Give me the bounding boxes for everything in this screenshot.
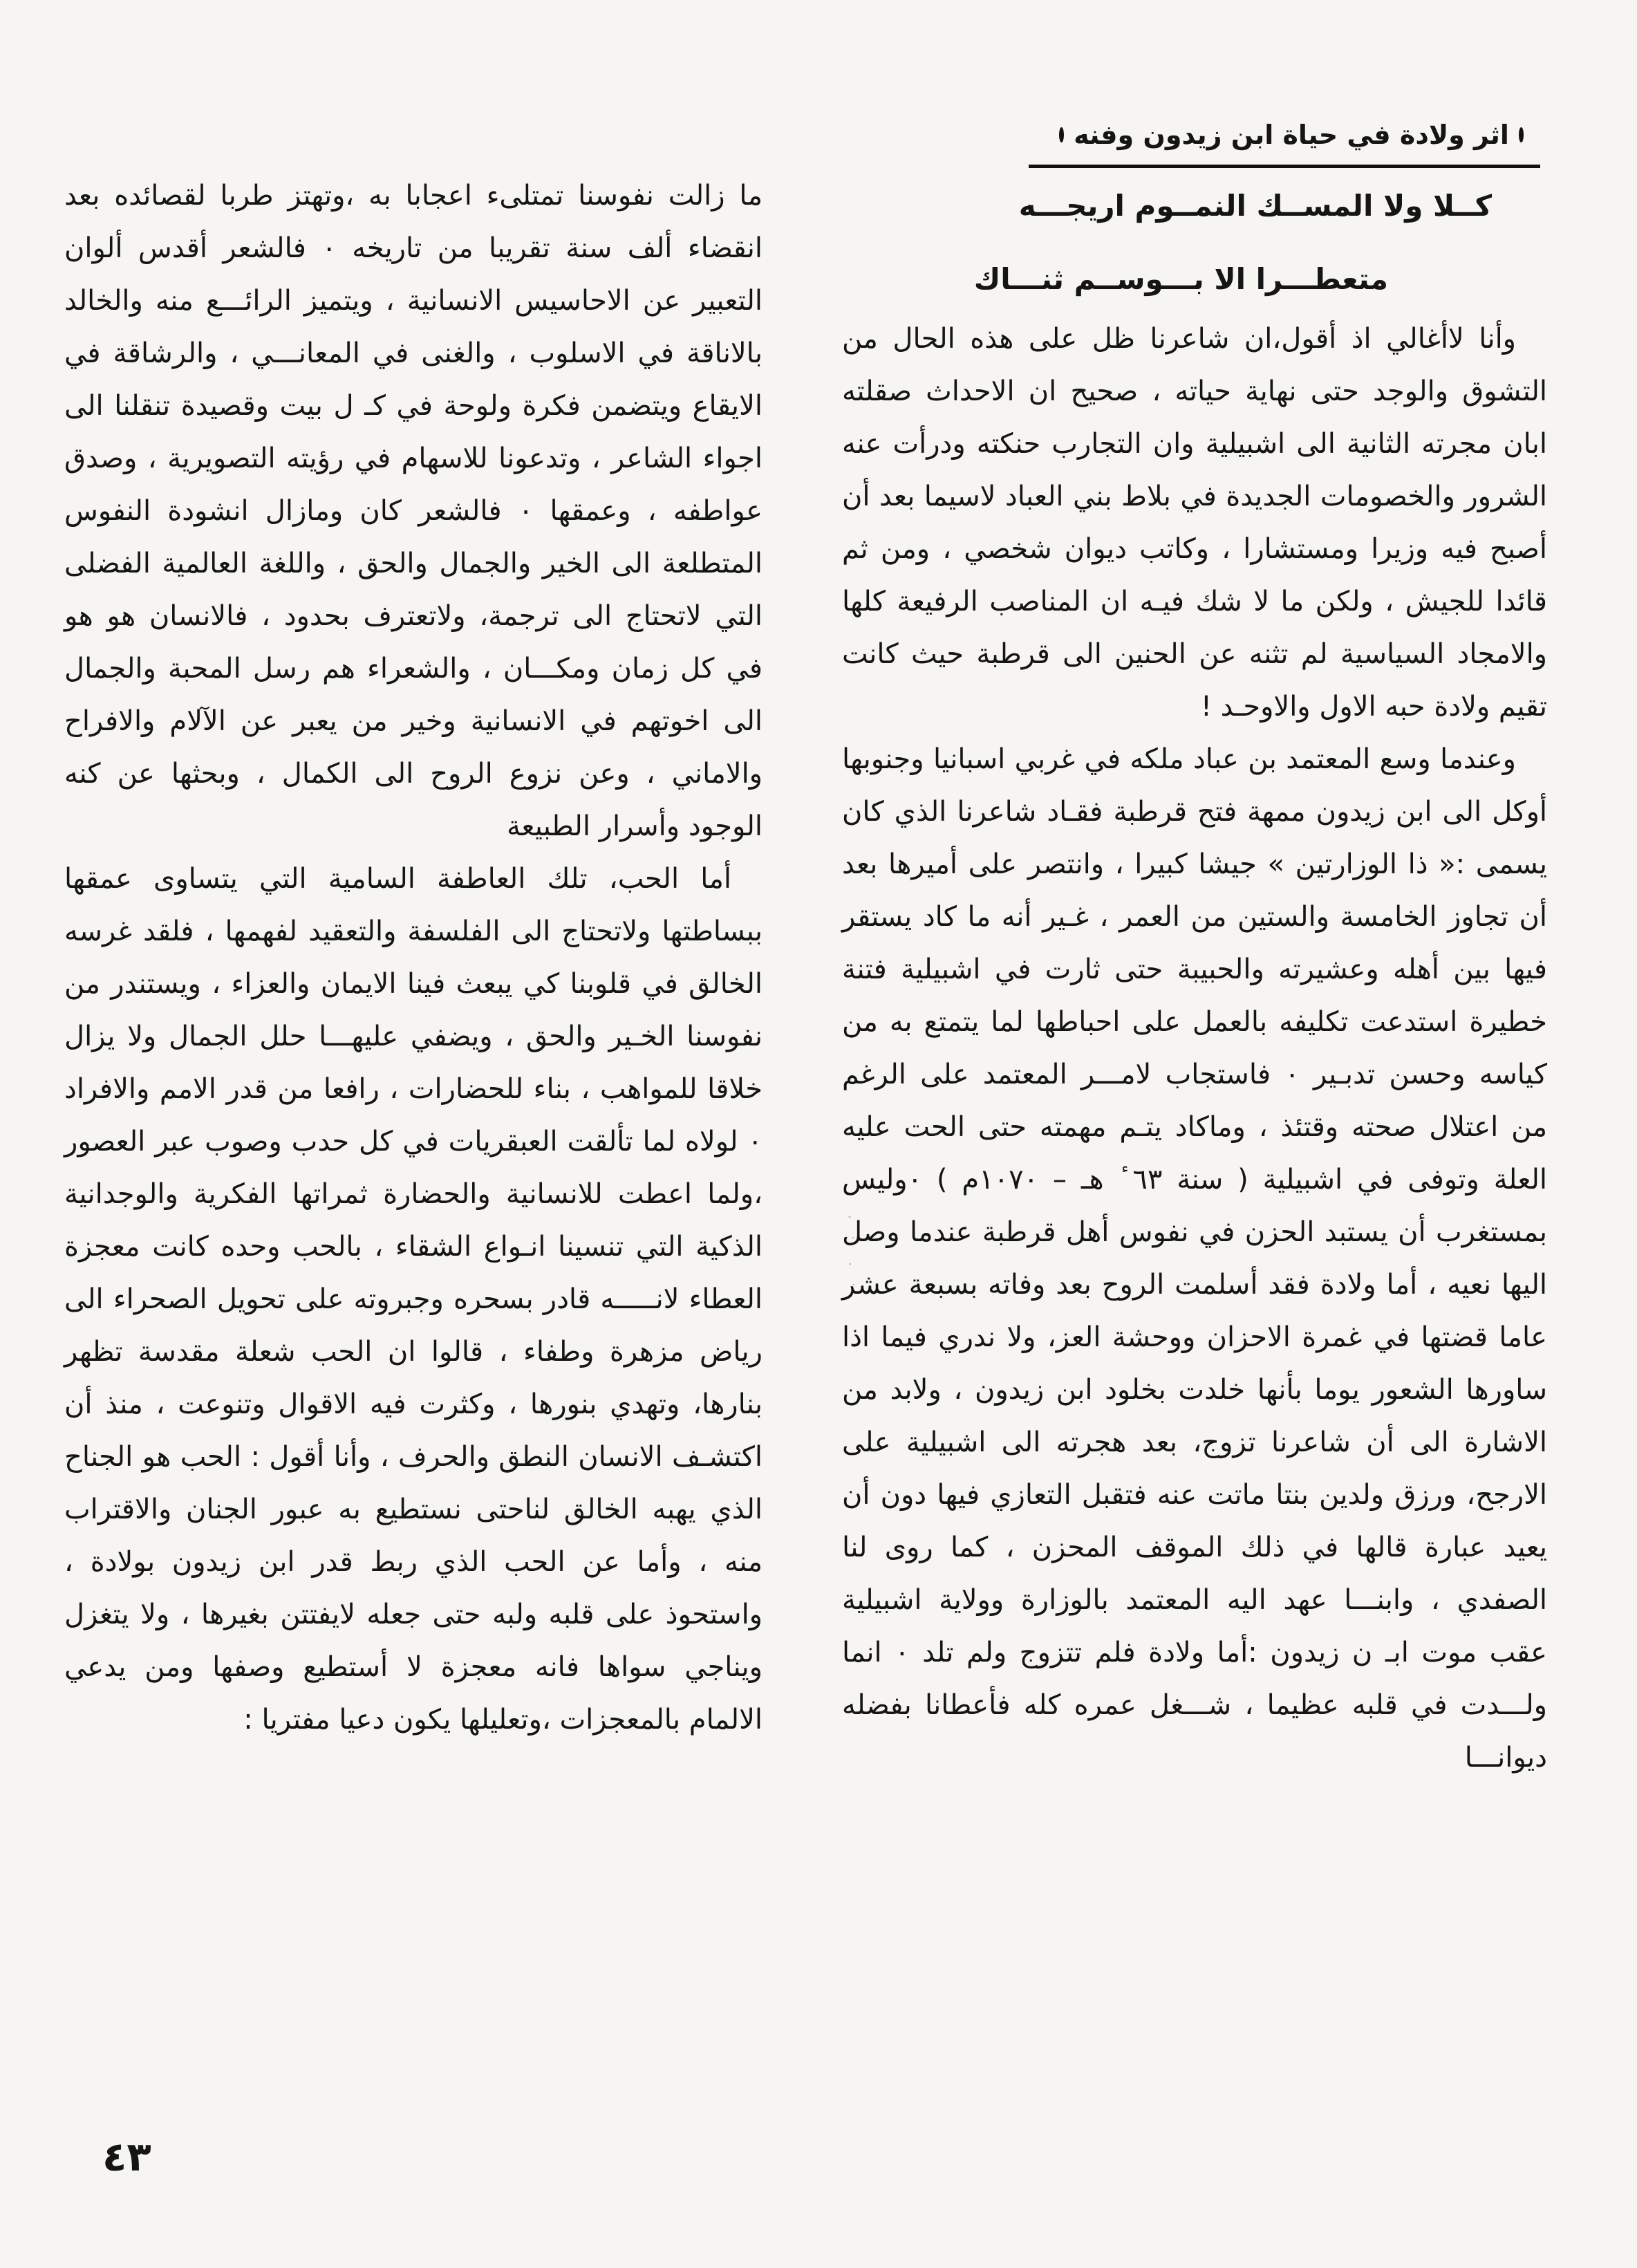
- verse-line-1: كــلا ولا المســك النمــوم اريجـــه: [1018, 189, 1492, 223]
- page-number: ٤٣: [102, 2133, 151, 2180]
- header-rule: [1029, 165, 1540, 168]
- left-paragraph-1: ما زالت نفوسنا تمتلىء اعجابا به ،وتهتز طربا لقصائده بعد انقضاء ألف سنة تقريبا من تاريخه ٠ فالشعر أقدس ألوان التعبير عن الاحاسيس الانسانية ، ويتميز الرائـــع منه والخالد بالاناقة في الاسلوب ، والغنى في المعانـــي ، والرشاقة في الايقاع ويتضمن فكرة ولوحة في كـ ل بيت وقصيدة تنقلنا الى اجواء الشاعر ، وتدعونا للاسهام في رؤيته التصويرية ، وصدق عواطفه ، وعمقها ٠ فالشعر كان ومازال انشودة النفوس المتطلعة الى الخير والجمال والحق ، واللغة العالمية الفضلى التي لاتحتاج الى ترجمة، ولاتعترف بحدود ، فالانسان هو هو في كل زمان ومكـــان ، والشعراء هم رسل المحبة والجمال الى اخوتهم في الانسانية وخير من يعبر عن الآلام والافراح والاماني ، وعن نزوع الروح الى الكمال ، وبحثها عن كنه الوجود وأسرار الطبيعة: [64, 180, 763, 842]
- right-paragraph-2: وعندما وسع المعتمد بن عباد ملكه في غربي اسبانيا وجنوبها أوكل الى ابن زيدون ممهة فتح قرطبة فقـاد شاعرنا الذي كان يسمى :« ذا الوزارتين » جيشا كبيرا ، وانتصر على أميرها بعد أن تجاوز الخامسة والستين من العمر ، غـير أنه ما كاد يستقر فيها بين أهله وعشيرته والحبيبة حتى ثارت في اشبيلية فتنة خطيرة استدعت تكليفه بالعمل على احباطها لما يتمتع به من كياسه وحسن تدبـير ٠ فاستجاب لامـــر المعتمد على الرغم من اعتلال صحته وقتئذ ، وماكاد يتـم مهمته حتى الحت عليه العلة وتوفى في اشبيلية ( سنة ٦٣ ٔ هـ – ١٠٧٠م ) ٠وليس بمستغرب أن يستبد الحزن في نفوس أهل قرطبة عندما وصل اليها نعيه ، أما ولادة فقد أسلمت الروح بعد وفاته بسبعة عشر عاما قضتها في غمرة الاحزان ووحشة العز، ولا ندري فيما اذا ساورها الشعور يوما بأنها خلدت بخلود ابن زيدون ، ولابد من الاشارة الى أن شاعرنا تزوج، بعد هجرته الى اشبيلية على الارجح، ورزق ولدين بنتا ماتت عنه فتقبل التعازي فيها دون أن يعيد عبارة قالها في ذلك الموقف المحزن ، كما روى لنا الصفدي ، وابنـــا عهد اليه المعتمد بالوزارة وولاية اشبيلية عقب موت ابـ ن زيدون :أما ولادة فلم تتزوج ولم تلد ٠ انما ولـــدت في قلبه عظيما ، شـــغل عمره كله فأعطانا بفضله ديوانـــا: [842, 743, 1548, 1774]
- running-header-title: اثر ولادة في حياة ابن زيدون وفنه: [1074, 120, 1509, 150]
- left-column: [64, 169, 763, 1746]
- running-header: [1049, 114, 1533, 156]
- left-paragraph-2: أما الحب، تلك العاطفة السامية التي يتساوى عمقها ببساطتها ولاتحتاج الى الفلسفة والتعقيد لفهمها ، فلقد غرسه الخالق في قلوبنا كي يبعث فينا الايمان والعزاء ، ويستندر من نفوسنا الخـير والحق ، ويضفي عليهـــا حلل الجمال ولا يزال خلاقا للمواهب ، بناء للحضارات ، رافعا من قدر الامم والافراد ٠ لولاه لما تألقت العبقريات في كل حدب وصوب عبر العصور ،ولما اعطت للانسانية والحضارة ثمراتها الفكرية والوجدانية الذكية التي تنسينا انـواع الشقاء ، بالحب وحده كانت معجزة العطاء لانـــــه قادر بسحره وجبروته على تحويل الصحراء الى رياض مزهرة وطفاء ، قالوا ان الحب شعلة مقدسة تظهر بنارها، وتهدي بنورها ، وكثرت فيه الاقوال وتنوعت ، منذ أن اكتشـف الانسان النطق والحرف ، وأنا أقول : الحب هو الجناح الذي يهبه الخالق لناحتى نستطيع به عبور الجنان والاقتراب منه ، وأما عن الحب الذي ربط قدر ابن زيدون بولادة ، واستحوذ على قلبه ولبه حتى جعله لايفتتن بغيرها ، ولا يتغزل ويناجي سواها فانه معجزة لا أستطيع وصفها ومن يدعي الالمام بالمعجزات ،وتعليلها يكون دعيا مفتريا :: [64, 863, 763, 1736]
- right-paragraph-1: وأنا لاأغالي اذ أقول،ان شاعرنا ظل على هذه الحال من التشوق والوجد حتى نهاية حياته ، صحيح ان الاحداث صقلته ابان مجرته الثانية الى اشبيلية وان التجارب حنكته ودرأت عنه الشرور والخصومات الجديدة في بلاط بني العباد لاسيما بعد أن أصبح فيه وزيرا ومستشارا ، وكاتب ديوان شخصي ، ومن ثم قائدا للجيش ، ولكن ما لا شك فيـه ان المناصب الرفيعة كلها والامجاد السياسية لم تثنه عن الحنين الى قرطبة حيث كانت تقيم ولادة حبه الاول والاوحـد !: [842, 323, 1547, 723]
- right-column: [842, 169, 1547, 1784]
- bullet-right-icon: [1519, 127, 1524, 142]
- verse-line-2: متعطـــرا الا بـــوســم ثنـــاك: [973, 262, 1388, 296]
- print-specks: [847, 1210, 857, 1293]
- bullet-left-icon: [1059, 127, 1064, 142]
